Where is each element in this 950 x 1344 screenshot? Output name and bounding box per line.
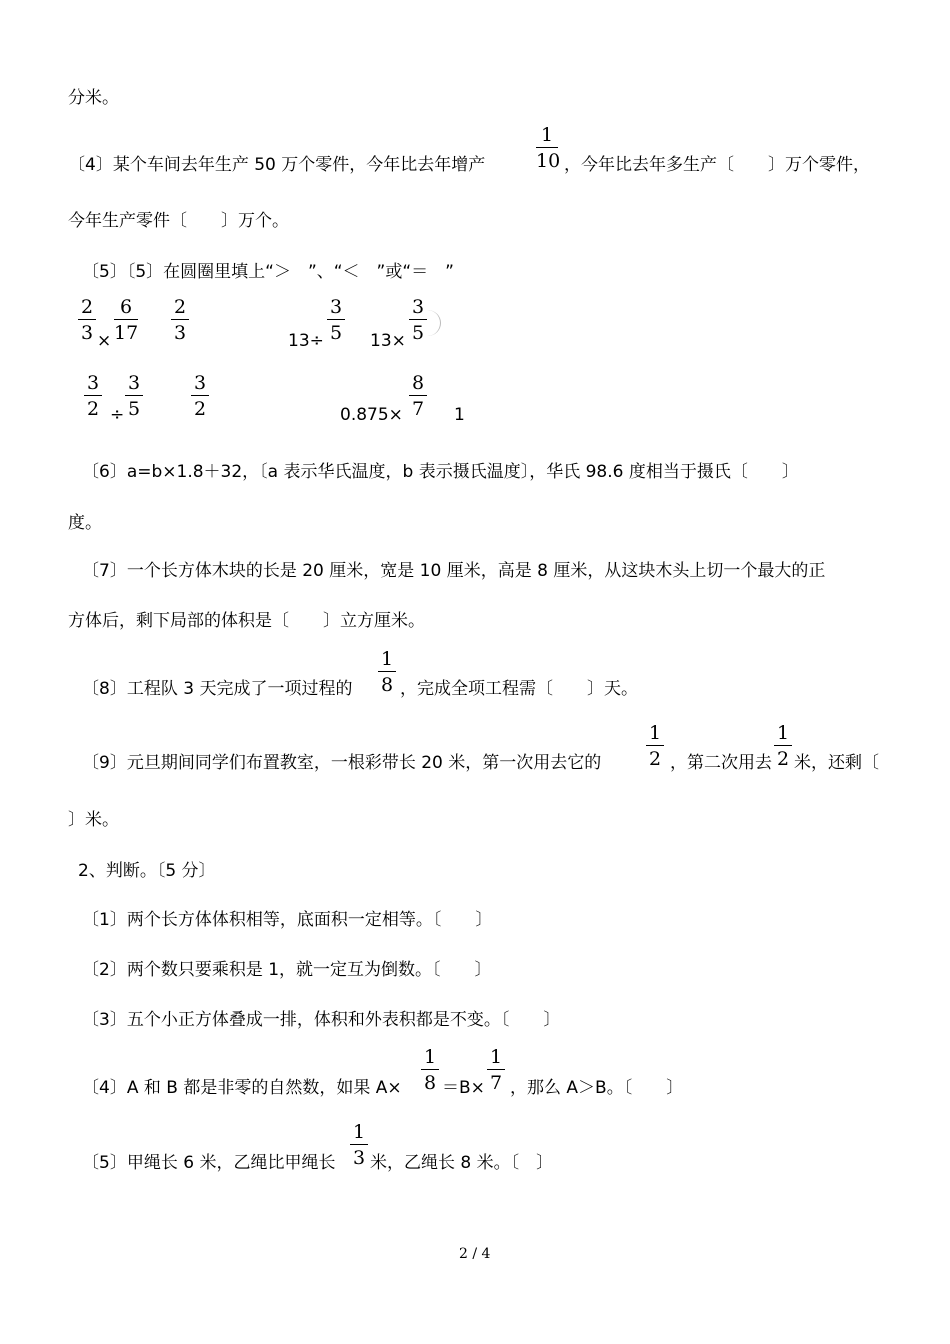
judge-item-2: 〔2〕两个数只要乘积是 1，就一定互为倒数。〔 〕 [82, 960, 492, 980]
fraction-1-2-b: 1 2 [774, 722, 792, 770]
question-7-text: 〔7〕一个长方体木块的长是 20 厘米，宽是 10 厘米，高是 8 厘米，从这块木头上切一个最大的正 [82, 561, 826, 581]
divide-expression: 13÷ [288, 331, 324, 351]
judge-item-4: 〔4〕A 和 B 都是非零的自然数，如果 A× [82, 1078, 402, 1098]
fraction-3-5-b: 3 5 [409, 296, 427, 344]
fraction-3-5: 3 5 [327, 296, 345, 344]
section-heading: 2、判断。〔5 分〕 [78, 861, 216, 881]
question-4-text-cont: ，今年比去年多生产〔 〕万个零件， [564, 155, 870, 175]
fraction-3-5-c: 3 5 [125, 372, 143, 420]
fraction-6-17: 6 17 [114, 296, 139, 344]
fraction-8-7: 8 7 [409, 372, 427, 420]
fraction-1-8-b: 1 8 [421, 1046, 439, 1094]
judge-item-1: 〔1〕两个长方体体积相等，底面积一定相等。〔 〕 [82, 910, 493, 930]
text-line: 分米。 [68, 88, 119, 108]
question-7-text-line2: 方体后，剩下局部的体积是〔 〕立方厘米。 [68, 611, 425, 631]
judge-item-5-cont: 米，乙绳长 8 米。〔 〕 [370, 1153, 554, 1173]
fraction-2-3: 2 3 [78, 296, 96, 344]
fraction-1-2: 1 2 [646, 722, 664, 770]
question-6-text-line2: 度。 [68, 513, 102, 533]
question-4-text-line2: 今年生产零件〔 〕万个。 [68, 211, 289, 231]
times-expression-2: 0.875× [340, 405, 403, 425]
times-sign: × [97, 331, 112, 351]
question-4-text: 〔4〕某个车间去年生产 50 万个零件，今年比去年增产 [68, 155, 486, 175]
fraction-3-2-b: 3 2 [191, 372, 209, 420]
number-one: 1 [454, 405, 465, 425]
question-6-text: 〔6〕a=b×1.8＋32，〔a 表示华氏温度，b 表示摄氏温度〕，华氏 98.6 度相当于摄氏〔 〕 [82, 462, 799, 482]
question-9-text: 〔9〕元旦期间同学们布置教室，一根彩带长 20 米，第一次用去它的 [82, 753, 602, 773]
question-9-text-line2: 〕米。 [68, 810, 119, 830]
question-9-text-cont2: 米，还剩〔 [794, 753, 879, 773]
judge-item-4-cont2: ，那么 A＞B。〔 〕 [510, 1078, 684, 1098]
judge-item-4-cont: ＝B× [442, 1078, 485, 1098]
question-9-text-cont: ，第二次用去 [670, 753, 772, 773]
fraction-1-10: 1 10 [536, 124, 561, 172]
answer-circle[interactable] [414, 310, 441, 336]
fraction-1-7: 1 7 [487, 1046, 505, 1094]
fraction-1-8: 1 8 [378, 648, 396, 696]
judge-item-5: 〔5〕甲绳长 6 米，乙绳比甲绳长 [82, 1153, 336, 1173]
question-8-text-cont: ，完成全项工程需〔 〕天。 [400, 679, 638, 699]
divide-sign: ÷ [110, 405, 125, 425]
question-5-text: 〔5〕〔5〕在圆圈里填上“＞ ”、“＜ ”或“＝ ” [82, 262, 454, 282]
question-8-text: 〔8〕工程队 3 天完成了一项过程的 [82, 679, 353, 699]
times-expression: 13× [370, 331, 406, 351]
fraction-2-3-b: 2 3 [171, 296, 189, 344]
judge-item-3: 〔3〕五个小正方体叠成一排，体积和外表积都是不变。〔 〕 [82, 1010, 561, 1030]
fraction-3-2: 3 2 [84, 372, 102, 420]
fraction-1-3: 1 3 [350, 1121, 368, 1169]
page-number: 2 / 4 [459, 1246, 491, 1262]
